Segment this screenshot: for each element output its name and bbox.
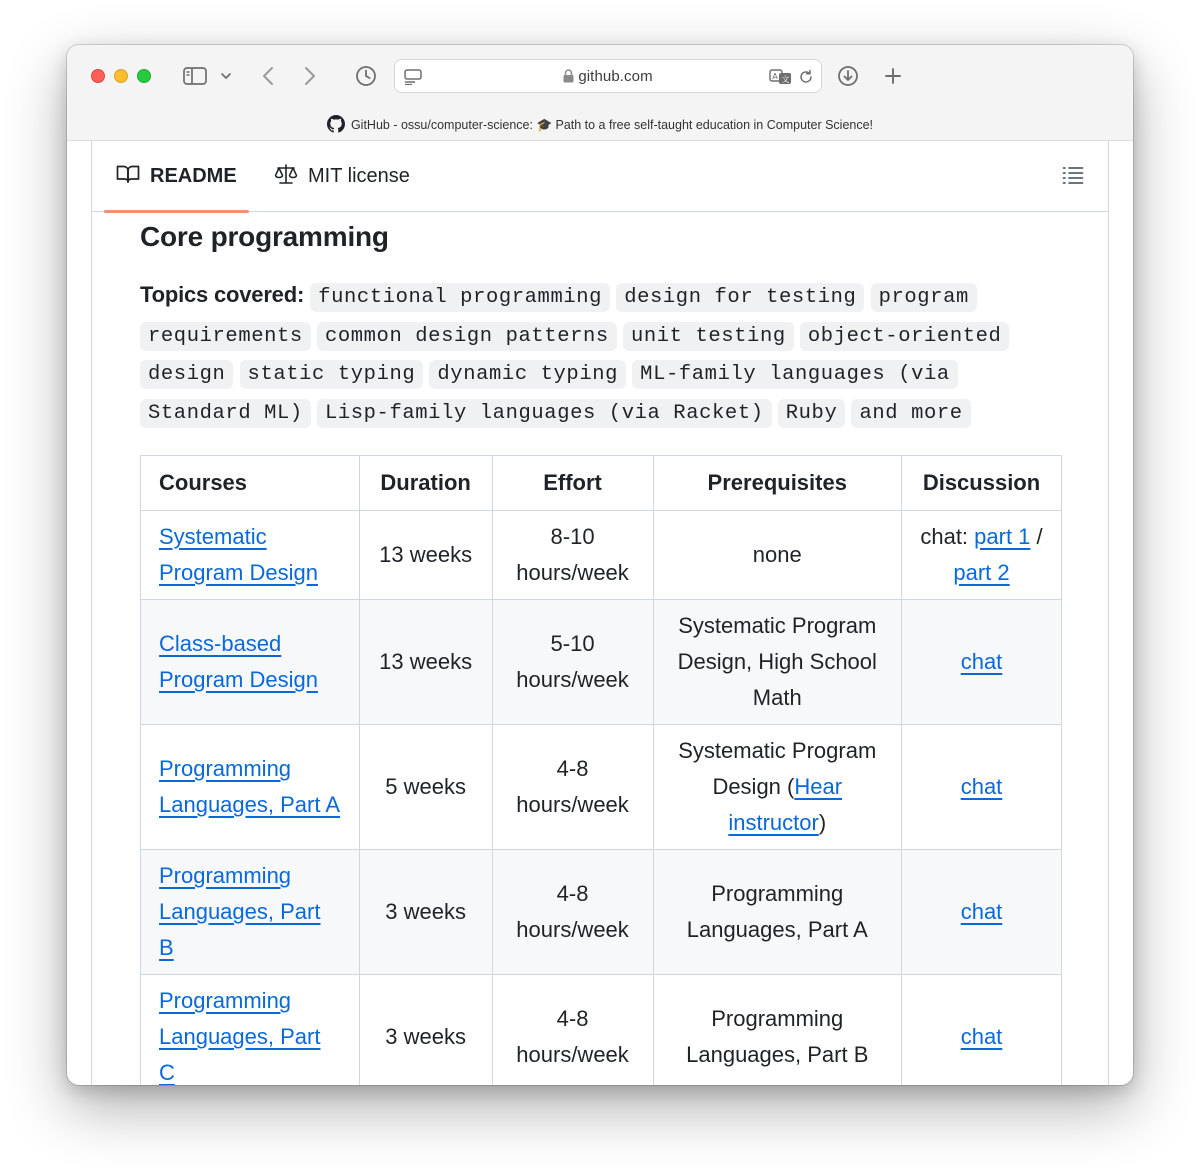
duration-cell: 3 weeks xyxy=(359,850,492,975)
url-label: github.com xyxy=(578,68,653,85)
course-cell xyxy=(141,850,360,975)
tab-title[interactable] xyxy=(67,115,1133,135)
chat-link[interactable]: chat xyxy=(960,774,1003,799)
table-row xyxy=(141,850,1062,975)
discussion-cell xyxy=(902,511,1062,600)
duration-cell: 13 weeks xyxy=(359,511,492,600)
effort-cell: 4-8 hours/week xyxy=(492,975,653,1086)
topic-code: ML-family languages (via Standard ML) xyxy=(140,360,958,428)
course-cell xyxy=(141,725,360,850)
translate-icon[interactable] xyxy=(769,68,793,86)
readme-article xyxy=(140,213,1062,1085)
duration-cell: 5 weeks xyxy=(359,725,492,850)
chat-link[interactable]: chat xyxy=(960,649,1003,674)
chat-link-part2[interactable]: part 2 xyxy=(953,560,1010,585)
discussion-separator: / xyxy=(1030,524,1043,549)
maximize-window-button[interactable] xyxy=(137,69,151,83)
course-link[interactable]: Class-based Program Design xyxy=(159,631,318,692)
hear-instructor-link[interactable]: Hear instructor xyxy=(728,774,843,835)
course-cell xyxy=(141,975,360,1086)
address-bar[interactable] xyxy=(394,59,822,93)
prereq-cell xyxy=(653,725,902,850)
table-row xyxy=(141,600,1062,725)
url-text xyxy=(395,68,821,87)
outline-menu-icon[interactable] xyxy=(1062,165,1084,190)
prereq-cell: Systematic Program Design, High School Math xyxy=(653,600,902,725)
discussion-cell xyxy=(902,850,1062,975)
course-link[interactable]: Programming Languages, Part B xyxy=(159,863,321,960)
header-courses: Courses xyxy=(141,456,360,511)
discussion-prefix: chat: xyxy=(920,524,975,549)
topic-code: Lisp-family languages (via Racket) xyxy=(317,399,772,428)
lock-icon xyxy=(563,69,574,87)
github-logo-icon xyxy=(327,115,345,136)
topic-code: unit testing xyxy=(623,322,794,351)
topics-label: Topics covered: xyxy=(140,282,305,307)
header-discussion: Discussion xyxy=(902,456,1062,511)
topics-paragraph xyxy=(140,277,1062,432)
topic-code: program requirements xyxy=(140,283,977,351)
header-duration: Duration xyxy=(359,456,492,511)
table-header-row xyxy=(141,456,1062,511)
prereq-cell: Programming Languages, Part A xyxy=(653,850,902,975)
topic-code: object-oriented design xyxy=(140,322,1009,390)
sidebar-icon[interactable] xyxy=(181,64,209,88)
forward-icon[interactable] xyxy=(299,64,321,88)
course-cell xyxy=(141,511,360,600)
discussion-cell xyxy=(902,725,1062,850)
chat-link[interactable]: chat xyxy=(960,899,1003,924)
repo-content xyxy=(91,141,1109,1085)
chat-link[interactable]: chat xyxy=(960,1024,1003,1049)
course-link[interactable]: Programming Languages, Part C xyxy=(159,988,321,1085)
section-heading: Core programming xyxy=(140,221,389,252)
course-link[interactable]: Programming Languages, Part A xyxy=(159,756,341,817)
header-effort: Effort xyxy=(492,456,653,511)
topic-code: static typing xyxy=(240,360,424,389)
courses-table xyxy=(140,455,1062,1085)
topic-code: design for testing xyxy=(616,283,864,312)
close-window-button[interactable] xyxy=(91,69,105,83)
effort-cell: 5-10 hours/week xyxy=(492,600,653,725)
header-prerequisites: Prerequisites xyxy=(653,456,902,511)
tab-license-label: MIT license xyxy=(308,165,410,187)
minimize-window-button[interactable] xyxy=(114,69,128,83)
prereq-text: Systematic Program Design ( xyxy=(678,738,877,799)
browser-window xyxy=(67,45,1133,1085)
chevron-down-icon[interactable] xyxy=(219,67,233,85)
svg-text:A: A xyxy=(772,72,778,81)
duration-cell: 3 weeks xyxy=(359,975,492,1086)
book-icon xyxy=(116,164,140,190)
tab-title-text: GitHub - ossu/computer-science: 🎓 Path to a free self-taught education in Computer Science! xyxy=(350,117,874,132)
topic-code: functional programming xyxy=(310,283,610,312)
browser-toolbar xyxy=(67,45,1133,141)
prereq-cell: Programming Languages, Part B xyxy=(653,975,902,1086)
course-cell xyxy=(141,600,360,725)
scale-icon xyxy=(274,163,298,191)
download-icon[interactable] xyxy=(836,64,860,88)
table-row xyxy=(141,511,1062,600)
back-icon[interactable] xyxy=(257,64,279,88)
topic-code: and more xyxy=(851,399,970,428)
discussion-cell xyxy=(902,600,1062,725)
tab-license[interactable] xyxy=(274,141,410,212)
chat-link-part1[interactable]: part 1 xyxy=(974,524,1031,549)
new-tab-icon[interactable] xyxy=(881,64,905,88)
effort-cell: 4-8 hours/week xyxy=(492,850,653,975)
table-row xyxy=(141,725,1062,850)
readme-tab-bar xyxy=(92,141,1108,212)
tab-readme[interactable] xyxy=(116,141,237,212)
topic-code: dynamic typing xyxy=(429,360,626,389)
svg-text:文: 文 xyxy=(781,75,790,84)
topic-code: Ruby xyxy=(778,399,846,428)
topic-code: common design patterns xyxy=(317,322,617,351)
effort-cell: 8-10 hours/week xyxy=(492,511,653,600)
table-row xyxy=(141,975,1062,1086)
reload-icon[interactable] xyxy=(797,68,815,86)
prereq-close: ) xyxy=(818,810,827,835)
duration-cell: 13 weeks xyxy=(359,600,492,725)
course-link[interactable]: Systematic Program Design xyxy=(159,524,318,585)
tab-readme-label: README xyxy=(150,165,237,187)
history-icon[interactable] xyxy=(353,63,379,89)
discussion-cell xyxy=(902,975,1062,1086)
effort-cell: 4-8 hours/week xyxy=(492,725,653,850)
prereq-cell: none xyxy=(653,511,902,600)
